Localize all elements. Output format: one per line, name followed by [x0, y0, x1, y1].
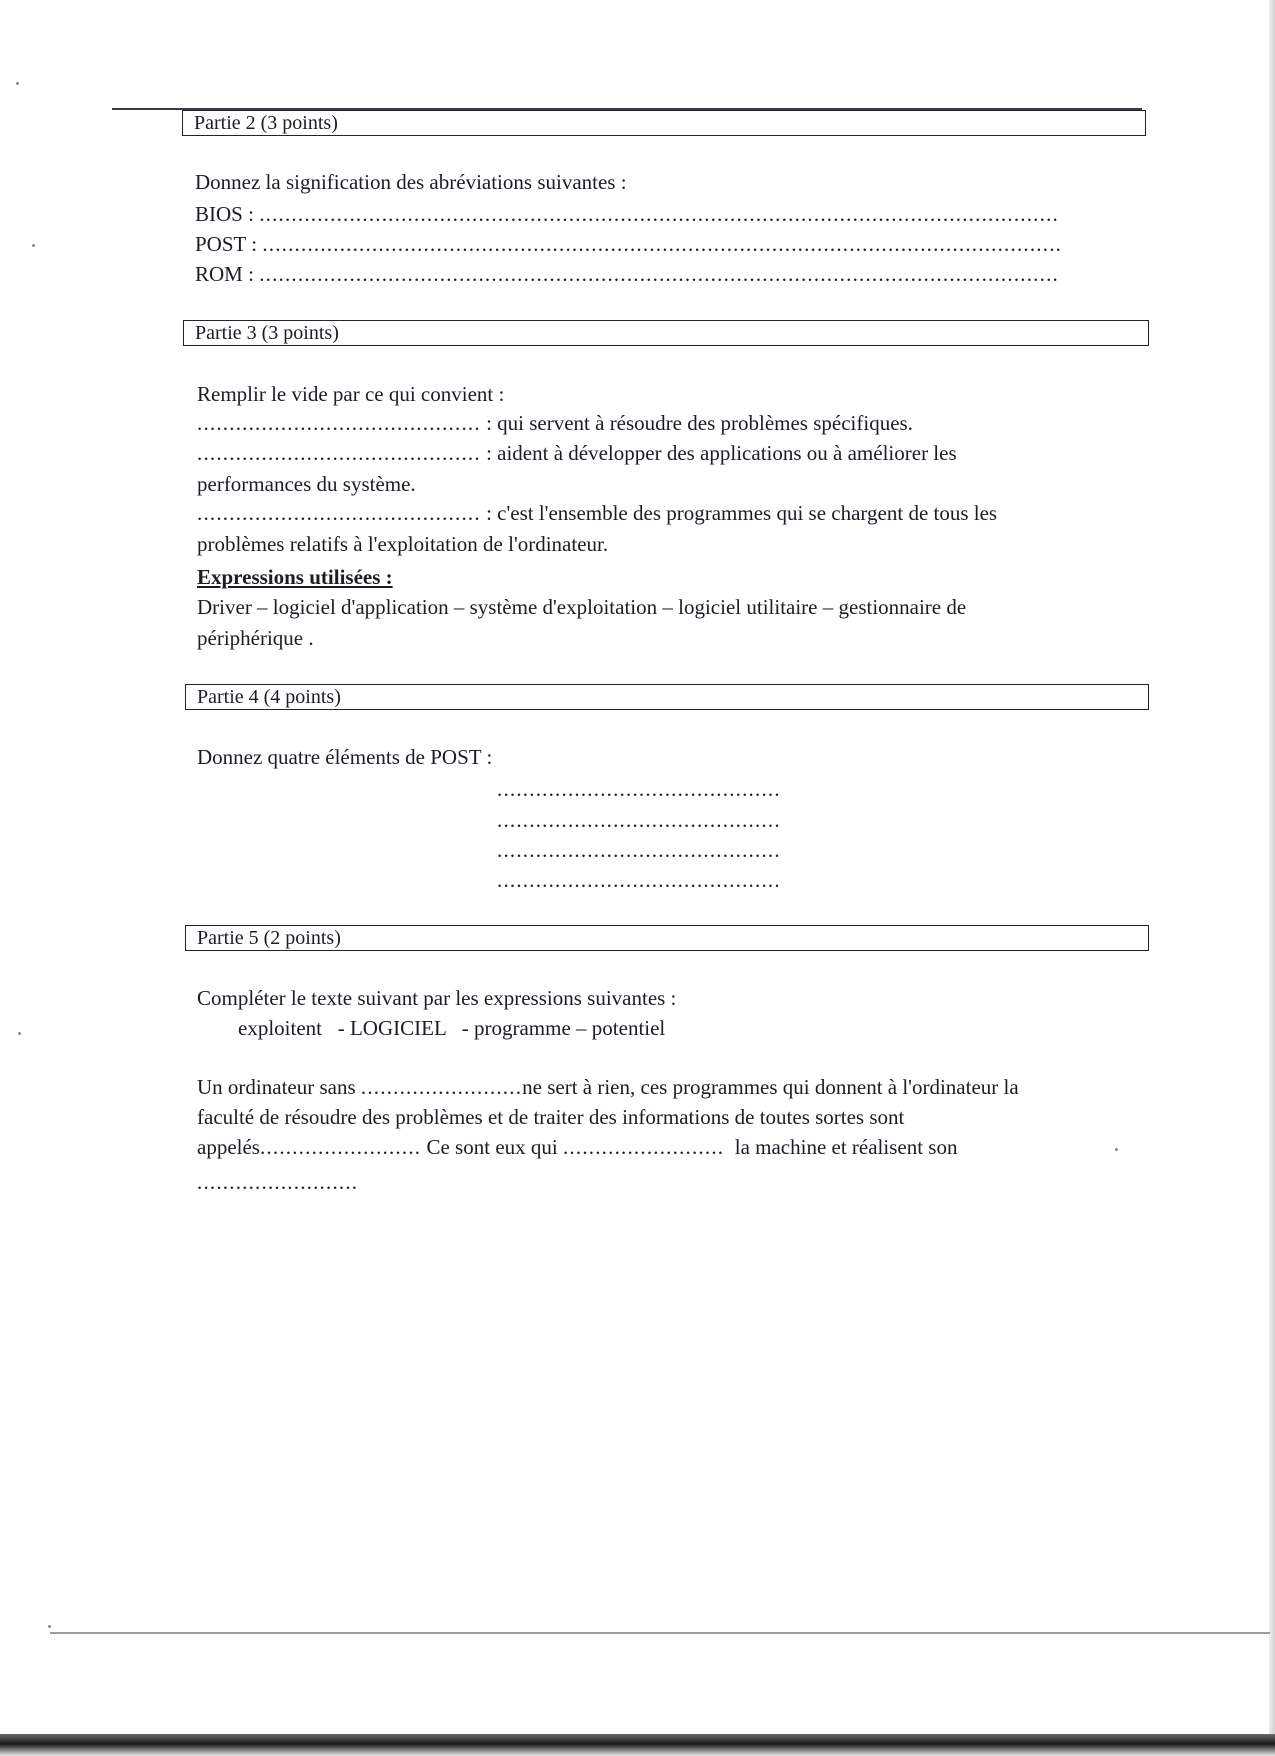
answer-blank[interactable]: ............................................ — [197, 441, 481, 465]
paragraph-line-3 — [197, 1133, 957, 1161]
answer-blank[interactable]: ............................................................................................................................ — [262, 232, 1063, 256]
scan-speck — [48, 1625, 51, 1628]
fill-line-2 — [197, 439, 957, 467]
partie-3-title: Partie 3 (3 points) — [195, 322, 339, 344]
post-element-blank[interactable]: ............................................ — [497, 777, 781, 801]
partie-2-header — [182, 110, 1146, 136]
answer-blank[interactable]: ............................................ — [197, 411, 481, 435]
abbreviation-row-post — [195, 230, 1062, 258]
paragraph-text: la machine et réalisent son — [734, 1135, 958, 1159]
fill-line-3-text: : c'est l'ensemble des programmes qui se chargent de tous les — [486, 501, 998, 525]
answer-blank[interactable]: ............................................................................................................................ — [259, 262, 1059, 286]
fill-line-3 — [197, 499, 997, 527]
scan-artifact-line-bottom — [50, 1632, 1270, 1634]
partie-4-header — [185, 684, 1149, 710]
partie-3-header — [183, 320, 1149, 346]
post-element-blank[interactable]: ............................................ — [497, 838, 781, 862]
answer-blank[interactable]: ......................... — [259, 1135, 422, 1159]
paragraph-text: appelés — [197, 1135, 260, 1159]
partie-5-title: Partie 5 (2 points) — [197, 927, 341, 949]
fill-line-3-continued: problèmes relatifs à l'exploitation de l'ordinateur. — [197, 532, 609, 556]
partie-4-instruction: Donnez quatre éléments de POST : — [197, 745, 493, 769]
scan-edge-bottom — [0, 1734, 1275, 1756]
paragraph-text: Un ordinateur sans — [197, 1075, 356, 1099]
scan-edge-right — [1269, 0, 1275, 1756]
partie-2-instruction: Donnez la signification des abréviations suivantes : — [195, 170, 627, 194]
abbreviation-label: POST : — [195, 232, 258, 256]
paragraph-text: ne sert à rien, ces programmes qui donnent à l'ordinateur la — [522, 1075, 1019, 1099]
abbreviation-label: ROM : — [195, 262, 254, 286]
abbreviation-row-bios — [195, 200, 1059, 228]
answer-blank[interactable]: ......................... — [360, 1075, 523, 1099]
answer-blank[interactable]: ......................... — [197, 1170, 359, 1194]
answer-blank[interactable]: ......................... — [562, 1135, 725, 1159]
post-element-blank[interactable]: ............................................ — [497, 868, 781, 892]
expressions-list-continued: périphérique . — [197, 626, 314, 650]
expressions-word-bank: exploitent - LOGICIEL - programme – potentiel — [238, 1016, 666, 1040]
fill-line-1 — [197, 409, 913, 437]
paragraph-text: Ce sont eux qui — [421, 1135, 558, 1159]
fill-line-1-text: : qui servent à résoudre des problèmes spécifiques. — [486, 411, 913, 435]
paragraph-line-1 — [197, 1073, 1019, 1101]
partie-5-instruction: Compléter le texte suivant par les expressions suivantes : — [197, 986, 677, 1010]
partie-3-instruction: Remplir le vide par ce qui convient : — [197, 382, 505, 406]
partie-2-title: Partie 2 (3 points) — [194, 112, 338, 134]
partie-4-title: Partie 4 (4 points) — [197, 686, 341, 708]
scan-speck — [18, 1032, 21, 1035]
answer-blank[interactable]: ............................................ — [197, 501, 481, 525]
expressions-heading: Expressions utilisées : — [197, 565, 393, 589]
scan-speck — [1115, 1148, 1118, 1151]
scan-speck — [32, 244, 35, 247]
answer-blank[interactable]: ............................................................................................................................ — [259, 202, 1059, 226]
abbreviation-row-rom — [195, 260, 1059, 288]
fill-line-2-continued: performances du système. — [197, 472, 416, 496]
paragraph-line-2: faculté de résoudre des problèmes et de traiter des informations de toutes sortes sont — [197, 1105, 905, 1129]
fill-line-2-text: : aident à développer des applications ou à améliorer les — [486, 441, 957, 465]
abbreviation-label: BIOS : — [195, 202, 254, 226]
post-element-blank[interactable]: ............................................ — [497, 808, 781, 832]
partie-5-header — [185, 925, 1149, 951]
scan-speck — [16, 82, 19, 85]
expressions-list: Driver – logiciel d'application – système d'exploitation – logiciel utilitaire – gestionnaire de — [197, 595, 967, 619]
